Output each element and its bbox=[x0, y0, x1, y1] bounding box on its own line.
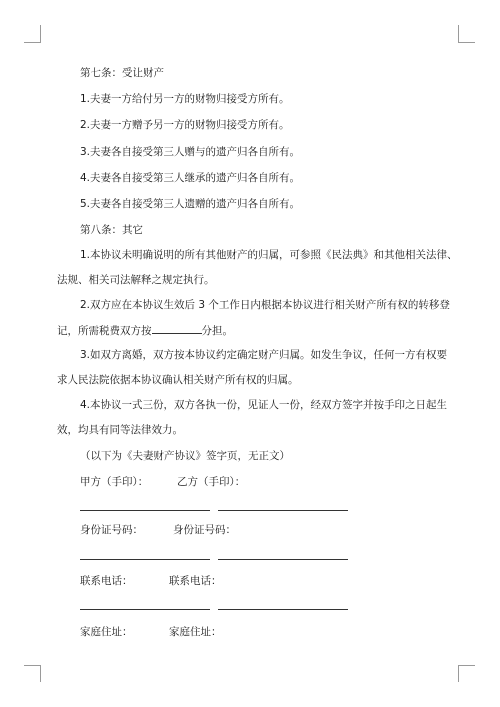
article7-item-2: 2.夫妻一方赠予另一方的财物归接受方所有。 bbox=[80, 119, 290, 131]
address-a-label: 家庭住址： bbox=[80, 626, 133, 638]
article8-p2-line1: 2.双方应在本协议生效后 3 个工作日内根据本协议进行相关财产所有权的转移登 bbox=[80, 299, 450, 311]
article8-heading: 第八条：其它 bbox=[80, 224, 143, 236]
crop-mark-top-right-v bbox=[458, 25, 459, 42]
crop-mark-bottom-left-v bbox=[40, 665, 41, 682]
article7-item-3: 3.夫妻各自接受第三人赠与的遗产归各自所有。 bbox=[80, 146, 301, 158]
crop-mark-bottom-right-h bbox=[458, 665, 475, 666]
signature-note: （以下为《夫妻财产协议》签字页，无正文） bbox=[80, 450, 290, 462]
crop-mark-bottom-right-v bbox=[458, 665, 459, 682]
article7-item-4: 4.夫妻各自接受第三人继承的遗产归各自所有。 bbox=[80, 172, 301, 184]
article8-p3-line1: 3.如双方离婚，双方按本协议约定确定财产归属。如发生争议，任何一方有权要 bbox=[80, 349, 448, 361]
article7-heading: 第七条：受让财产 bbox=[80, 67, 164, 79]
article8-p3-line2: 求人民法院依据本协议确认相关财产所有权的归属。 bbox=[57, 374, 299, 386]
party-b-label: 乙方（手印）： bbox=[177, 476, 246, 488]
phone-b-line bbox=[218, 609, 348, 610]
party-b-signature-line bbox=[218, 510, 348, 511]
article7-item-1: 1.夫妻一方给付另一方的财物归接受方所有。 bbox=[80, 93, 290, 105]
article8-p2-line2-after: 分担。 bbox=[201, 325, 233, 337]
crop-mark-bottom-left-h bbox=[24, 665, 41, 666]
party-a-label: 甲方（手印）： bbox=[80, 476, 149, 488]
article8-p2-line2 bbox=[57, 323, 233, 338]
article8-p4-line2: 效，均具有同等法律效力。 bbox=[57, 424, 183, 436]
id-b-label: 身份证号码： bbox=[173, 524, 236, 536]
id-b-line bbox=[218, 559, 348, 560]
article8-p1-line1: 1.本协议未明确说明的所有其他财产的归属，可参照《民法典》和其他相关法律、 bbox=[80, 249, 458, 261]
address-b-label: 家庭住址： bbox=[169, 626, 222, 638]
article8-p2-line2-before: 记，所需税费双方按 bbox=[57, 325, 152, 337]
crop-mark-top-left-v bbox=[40, 25, 41, 42]
article8-p4-line1: 4.本协议一式三份，双方各执一份，见证人一份，经双方签字并按手印之日起生 bbox=[80, 399, 448, 411]
phone-b-label: 联系电话： bbox=[169, 575, 222, 587]
phone-a-label: 联系电话： bbox=[80, 575, 133, 587]
article8-p1-line2: 法规、相关司法解释之规定执行。 bbox=[57, 274, 215, 286]
party-a-signature-line bbox=[80, 510, 210, 511]
article7-item-5: 5.夫妻各自接受第三人遗赠的遗产归各自所有。 bbox=[80, 198, 301, 210]
id-a-line bbox=[80, 559, 210, 560]
tax-share-blank bbox=[152, 323, 202, 334]
id-a-label: 身份证号码： bbox=[80, 524, 143, 536]
crop-mark-top-left-h bbox=[24, 42, 41, 43]
crop-mark-top-right-h bbox=[458, 42, 475, 43]
phone-a-line bbox=[80, 609, 210, 610]
